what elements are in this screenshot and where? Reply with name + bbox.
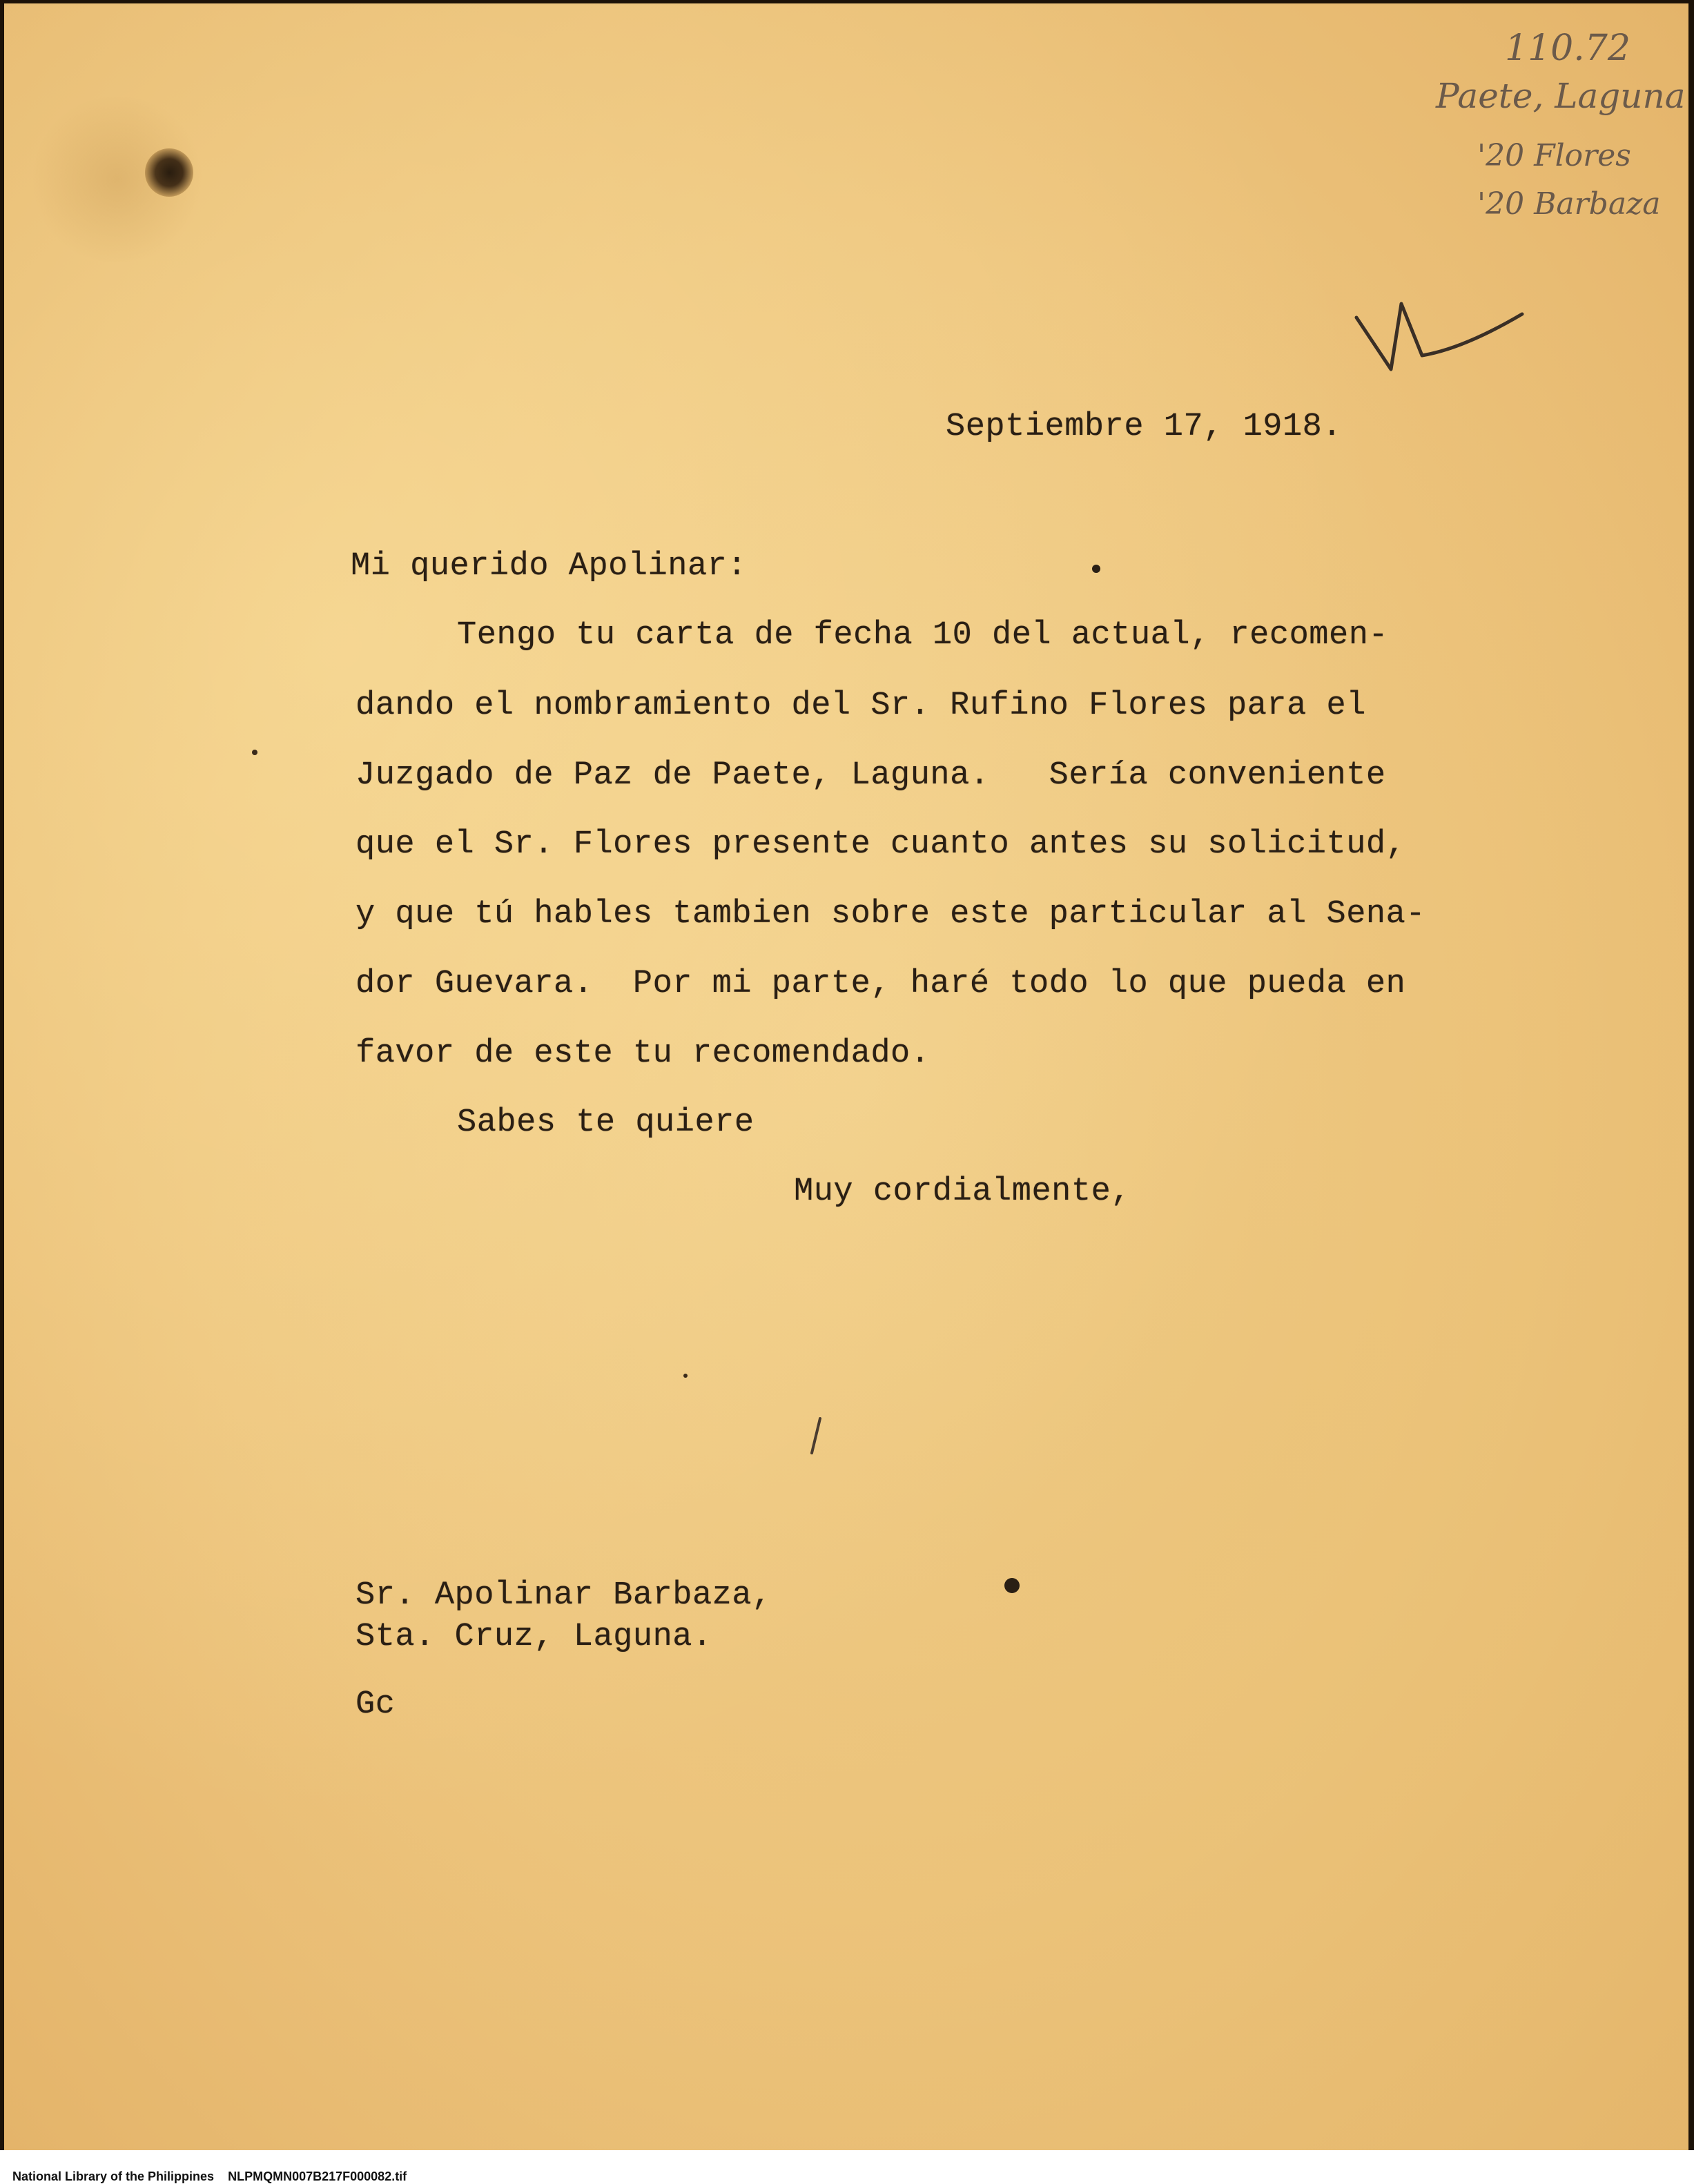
body-line: dor Guevara. Por mi parte, haré todo lo que pueda en — [356, 966, 1406, 1002]
dot-mark — [1004, 1578, 1020, 1593]
scan-edge-top — [0, 0, 1694, 3]
recipient-name: Sr. Apolinar Barbaza, — [356, 1577, 772, 1614]
annotation-line-1: Paete, Laguna — [1436, 76, 1686, 116]
dot-mark — [683, 1374, 688, 1378]
check-mark-icon — [1353, 276, 1574, 387]
stain-mark — [28, 97, 207, 262]
typist-initials: Gc — [356, 1686, 396, 1723]
body-line: Tengo tu carta de fecha 10 del actual, recomen- — [457, 617, 1389, 654]
scan-edge-right — [1688, 0, 1694, 2150]
body-line: Juzgado de Paz de Paete, Laguna. Sería conveniente — [356, 757, 1386, 794]
scan-edge-left — [0, 0, 4, 2150]
letter-postscript: Sabes te quiere — [457, 1104, 754, 1141]
letter-closing: Muy cordialmente, — [794, 1173, 1131, 1210]
annotation-line-3: '20 Barbaza — [1477, 186, 1661, 222]
body-line: que el Sr. Flores presente cuanto antes su solicitud, — [356, 826, 1406, 863]
annotation-number: 110.72 — [1505, 28, 1630, 69]
recipient-address: Sta. Cruz, Laguna. — [356, 1619, 712, 1655]
dot-mark — [252, 750, 257, 755]
pencil-tick-icon — [806, 1415, 827, 1456]
letter-salutation: Mi querido Apolinar: — [351, 548, 748, 585]
scan-filename: NLPMQMN007B217F000082.tif — [228, 2170, 407, 2183]
archive-name: National Library of the Philippines — [12, 2170, 215, 2183]
body-line: favor de este tu recomendado. — [356, 1035, 931, 1072]
body-line: y que tú hables tambien sobre este particular al Sena- — [356, 896, 1426, 933]
archive-credit — [6, 2155, 407, 2184]
letter-date: Septiembre 17, 1918. — [946, 409, 1343, 445]
dot-mark — [1092, 565, 1100, 573]
annotation-line-2: '20 Flores — [1477, 138, 1631, 173]
body-line: dando el nombramiento del Sr. Rufino Flores para el — [356, 688, 1366, 724]
